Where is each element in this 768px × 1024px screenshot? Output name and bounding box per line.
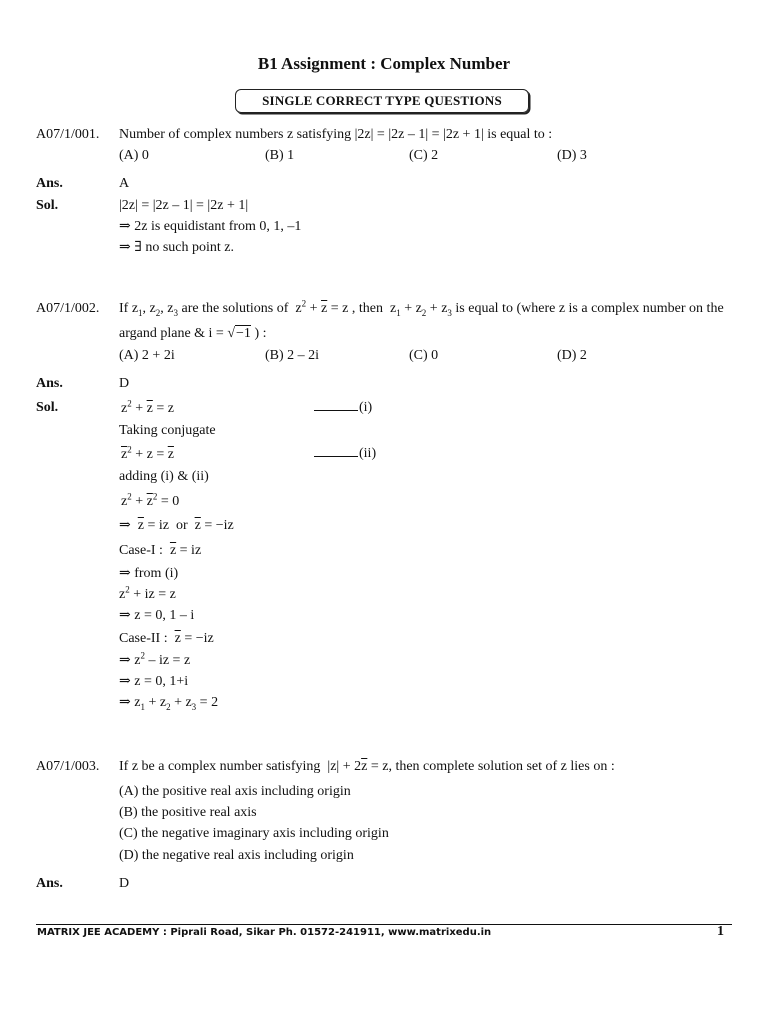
option-c: (C) 2 [409, 148, 439, 163]
option-a: (A) 0 [119, 148, 149, 163]
option-b: (B) 2 – 2i [265, 348, 320, 363]
equation-tag: (ii) [314, 446, 376, 461]
footer-divider [36, 924, 732, 925]
option-b: (B) 1 [265, 148, 295, 163]
page-title: B1 Assignment : Complex Number [257, 54, 511, 73]
option-c: (C) 0 [409, 348, 439, 363]
solution-line: ⇒ from (i) [119, 566, 179, 581]
option-a: (A) 2 + 2i [119, 348, 175, 363]
solution-line: ⇒ z = 0, 1 – i [119, 608, 195, 623]
footer-text: MATRIX JEE ACADEMY : Piprali Road, Sikar Ph. 01572-241911, www.matrixedu.in [37, 927, 492, 938]
answer-label: Ans. [36, 876, 63, 891]
solution-label: Sol. [36, 198, 59, 213]
equation: ⇒ $\overline{z}$ = iz or $\overline{z} = -iz$ [119, 518, 234, 533]
section-title: SINGLE CORRECT TYPE QUESTIONS [262, 93, 502, 108]
solution-line: ⇒ 2z is equidistant from 0, 1, –1 [119, 219, 302, 234]
equation: $\overline{z}^2 + z = \overline{z}$ [121, 444, 174, 462]
answer-label: Ans. [36, 176, 63, 191]
answer-value: A [119, 176, 130, 191]
question-text: If $z_1$, $z_2$, $z_3$ are the solutions of $z^2 + \overline{z} = z$ , then $z_1 + z_2 + z_3$ is equal to (where z is a complex number on the [119, 298, 724, 318]
solution-label: Sol. [36, 400, 59, 415]
option-b: (B) the positive real axis [119, 805, 257, 820]
option-d: (D) 2 [557, 348, 587, 363]
answer-value: D [119, 876, 130, 891]
answer-label: Ans. [36, 376, 63, 391]
question-number: A07/1/001. [36, 127, 100, 142]
question-text: If z be a complex number satisfying $|z| + 2\overline{z} = z$, then complete solution set of z lies on : [119, 759, 615, 774]
solution-line: Case-I : $\overline{z}$ = iz [119, 543, 202, 558]
equation: $z^2$ + iz = z [119, 584, 176, 602]
equation: $z^2 + \overline{z} = z$ [121, 398, 174, 416]
equation: ⇒ $z^2$ – iz = z [119, 650, 191, 668]
solution-line: ⇒ ∃ no such point z. [119, 240, 234, 255]
option-d: (D) 3 [557, 148, 587, 163]
equation-tag: (i) [314, 400, 372, 415]
equation: $z^2 + \overline{z}^2 = 0$ [121, 491, 180, 509]
question-text-line2: argand plane & i = √−1 ) : [119, 326, 267, 341]
solution-line: ⇒ z = 0, 1+i [119, 674, 189, 689]
question-number: A07/1/002. [36, 301, 100, 316]
option-a: (A) the positive real axis including origin [119, 784, 351, 799]
equation: ⇒ $z_1 + z_2 + z_3 = 2$ [119, 695, 219, 712]
solution-line: |2z| = |2z – 1| = |2z + 1| [119, 198, 249, 213]
question-number: A07/1/003. [36, 759, 100, 774]
option-c: (C) the negative imaginary axis including origin [119, 826, 389, 841]
solution-line: Taking conjugate [119, 423, 216, 438]
answer-value: D [119, 376, 130, 391]
page-number: 1 [717, 924, 724, 939]
solution-line: Case-II : $\overline{z} = -iz$ [119, 631, 214, 646]
question-text: Number of complex numbers z satisfying |2z| = |2z – 1| = |2z + 1| is equal to : [119, 127, 553, 142]
option-d: (D) the negative real axis including origin [119, 848, 354, 863]
solution-line: adding (i) & (ii) [119, 469, 209, 484]
